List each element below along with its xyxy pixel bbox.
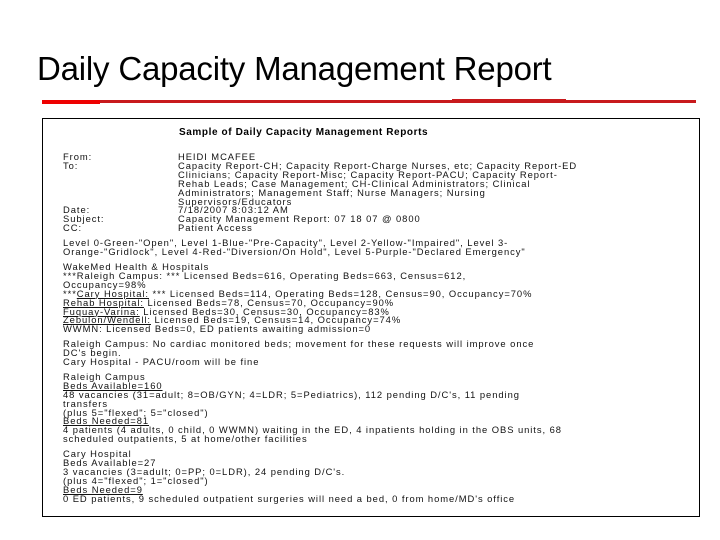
raleigh-needed-line: scheduled outpatients, 5 at home/other facilities bbox=[63, 433, 308, 445]
levels-line: Level 0-Green-"Open", Level 1-Blue-"Pre-Capacity", Level 2-Yellow-"Impaired", Level 3- bbox=[63, 237, 509, 249]
raleigh-line: transfers bbox=[63, 397, 109, 409]
to-value: Administrators; Management Staff; Nurse Managers; Nursing bbox=[178, 186, 486, 198]
census-wwmn: WWMN: Licensed Beds=0, ED patients awaiting admission=0 bbox=[63, 323, 372, 335]
subject-label: Subject: bbox=[63, 213, 105, 225]
raleigh-beds-available: Beds Available=160 bbox=[63, 379, 163, 391]
census-fuquay: Fuquay-Varina: Licensed Beds=30, Census=30, Occupancy=83% bbox=[63, 305, 390, 317]
cary-line: (plus 4="flexed"; 1="closed") bbox=[63, 474, 209, 486]
cary-needed-line: 0 ED patients, 9 scheduled outpatient surgeries will need a bed, 0 from home/MD's office bbox=[63, 492, 516, 504]
email-cc-row bbox=[63, 224, 577, 233]
to-value: Supervisors/Educators bbox=[178, 195, 293, 207]
title-underline-accent bbox=[42, 100, 100, 104]
report-heading: Sample of Daily Capacity Management Reports bbox=[179, 127, 429, 138]
cc-label: CC: bbox=[63, 222, 82, 234]
date-value: 7/18/2007 8:03:12 AM bbox=[178, 204, 289, 216]
cary-beds-available: Beds Available=27 bbox=[63, 457, 157, 469]
cc-value: Patient Access bbox=[178, 222, 253, 234]
raleigh-line: (plus 5="flexed"; 5="closed") bbox=[63, 406, 209, 418]
subject-value: Capacity Management Report: 07 18 07 @ 0800 bbox=[178, 213, 421, 225]
raleigh-beds-needed: Beds Needed=81 bbox=[63, 415, 150, 427]
note-line: Raleigh Campus: No cardiac monitored beds; movement for these requests will improve once bbox=[63, 338, 535, 350]
cary-title: Cary Hospital bbox=[63, 448, 132, 460]
title-underline bbox=[42, 100, 696, 103]
census-rehab: Rehab Hospital: Licensed Beds=78, Census=70, Occupancy=90% bbox=[63, 296, 395, 308]
to-label: To: bbox=[63, 159, 79, 171]
email-to-row bbox=[63, 195, 577, 207]
cary-beds-needed: Beds Needed=9 bbox=[63, 483, 143, 495]
levels-line: Orange-"Gridlock", Level 4-Red-"Diversion/On Hold", Level 5-Purple-"Declared Emergency" bbox=[63, 246, 526, 258]
census-cary: ***Cary Hospital: *** Licensed Beds=114, Operating Beds=128, Census=90, Occupancy=70% bbox=[63, 287, 533, 299]
to-value: Capacity Report-CH; Capacity Report-Charge Nurses, etc; Capacity Report-ED bbox=[178, 159, 578, 171]
to-value: Clinicians; Capacity Report-Misc; Capacity Report-PACU; Capacity Report- bbox=[178, 168, 558, 180]
email-subject-row bbox=[63, 215, 577, 224]
from-value: HEIDI MCAFEE bbox=[178, 151, 257, 162]
census-zebulon: Zebulon/Wendell: Licensed Beds=19, Census=14, Occupancy=74% bbox=[63, 314, 402, 326]
note-line: DC's begin. bbox=[63, 347, 122, 359]
title-underline-accent bbox=[452, 99, 566, 103]
raleigh-needed-line: 4 patients (4 adults, 0 child, 0 WWMN) waiting in the ED, 4 inpatients holding in the OBS units, 68 bbox=[63, 424, 562, 436]
email-body bbox=[63, 153, 577, 504]
raleigh-title: Raleigh Campus bbox=[63, 370, 146, 382]
census-raleigh-occupancy: Occupancy=98% bbox=[63, 278, 147, 290]
email-to-row bbox=[63, 186, 577, 198]
raleigh-line: 48 vacancies (31=adult; 8=OB/GYN; 4=LDR; 5=Pediatrics), 112 pending D/C's, 11 pending bbox=[63, 388, 520, 400]
note-line: Cary Hospital - PACU/room will be fine bbox=[63, 356, 260, 368]
report-image bbox=[42, 118, 700, 517]
to-value: Rehab Leads; Case Management; CH-Clinical Administrators; Clinical bbox=[178, 177, 531, 189]
date-label: Date: bbox=[63, 204, 91, 216]
from-label: From: bbox=[63, 151, 93, 162]
cary-line: 3 vacancies (3=adult; 0=PP; 0=LDR), 24 pending D/C's. bbox=[63, 466, 346, 477]
slide-title: Daily Capacity Management Report bbox=[37, 50, 552, 87]
census-org: WakeMed Health & Hospitals bbox=[63, 260, 210, 272]
census-raleigh: ***Raleigh Campus: *** Licensed Beds=616, Operating Beds=663, Census=612, bbox=[63, 269, 467, 281]
